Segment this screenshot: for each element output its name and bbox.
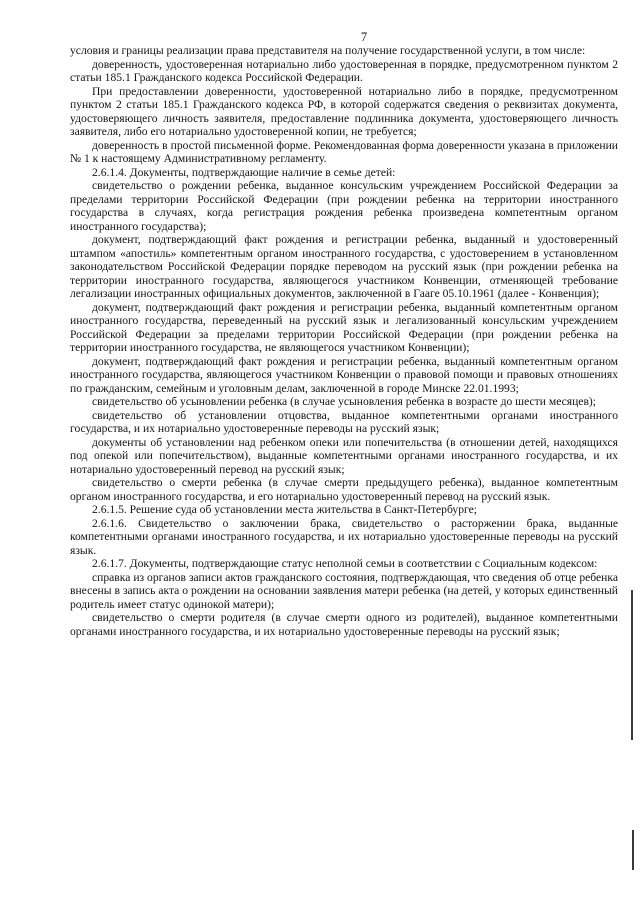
paragraph: свидетельство о рождении ребенка, выданное консульским учреждением Российской Федерации за пределами территории Российской Федерации (при рождении ребенка на территории иностранного государства в случаях, когда регистрация рождения ребенка произведена компетентным органом иностранного государства); (70, 179, 618, 233)
section-heading: 2.6.1.5. Решение суда об установлении места жительства в Санкт-Петербурге; (92, 503, 477, 516)
paragraph: условия и границы реализации права представителя на получение государственной услуги, в том числе: (70, 44, 586, 57)
paragraph: справка из органов записи актов гражданского состояния, подтверждающая, что сведения об отце ребенка внесены в запись акта о рождении на основании заявления матери ребенка (на детей, у которых единственный родитель имеет статус одинокой матери); (70, 570, 618, 611)
paragraph: документ, подтверждающий факт рождения и регистрации ребенка, выданный компетентным органом иностранного государства, переведенный на русский язык и легализованный консульским учреждением Российской Федерации за пределами территории Российской Федерации (при рождении ребенка на территории иностранного государства, не являющегося участником Конвенции); (70, 300, 618, 354)
paragraph: доверенность в простой письменной форме. Рекомендованная форма доверенности указана в приложении № 1 к настоящему Административному регламенту. (70, 138, 618, 165)
section-heading: 2.6.1.4. Документы, подтверждающие наличие в семье детей: (92, 165, 396, 179)
paragraph: свидетельство о смерти родителя (в случае смерти одного из родителей), выданное компетентными органами иностранного государства, и их нотариально удостоверенные переводы на русский язык; (70, 611, 618, 638)
scan-edge-mark (631, 590, 633, 740)
paragraph: свидетельство о смерти ребенка (в случае смерти предыдущего ребенка), выданное компетентным органом иностранного государства, и его нотариально удостоверенный перевод на русский язык. (70, 476, 618, 503)
scan-edge-mark (632, 830, 634, 870)
paragraph: документы об установлении над ребенком опеки или попечительства (в отношении детей, находящихся под опекой или попечительством), выданные компетентными органами иностранного государства, и их нотариально удостоверенный перевод на русский язык; (70, 435, 618, 476)
paragraph: свидетельство об усыновлении ребенка (в случае усыновления ребенка в возрасте до шести месяцев); (92, 395, 597, 408)
paragraph: свидетельство об установлении отцовства, выданное компетентными органами иностранного государства, и их нотариально удостоверенные переводы на русский язык; (70, 408, 618, 435)
section-heading: 2.6.1.6. Свидетельство о заключении брака, свидетельство о расторжении брака, выданные компетентными органами иностранного государства, и их нотариально удостоверенные переводы на русский язык. (70, 516, 618, 557)
paragraph: документ, подтверждающий факт рождения и регистрации ребенка, выданный компетентным органом иностранного государства, являющегося участником Конвенции о правовой помощи и правовых отношениях по гражданским, семейным и уголовным делам, заключенной в городе Минске 22.01.1993; (70, 354, 618, 395)
document-page (70, 30, 618, 638)
section-heading: 2.6.1.7. Документы, подтверждающие статус неполной семьи в соответствии с Социальным кодексом: (92, 557, 598, 570)
paragraph: При предоставлении доверенности, удостоверенной нотариально либо в порядке, предусмотренном пунктом 2 статьи 185.1 Гражданского кодекса РФ, в которой содержатся сведения о реквизитах документа, удостоверяющего личность заявителя, предоставление подлинника документа, удостоверяющего личность заявителя, либо его нотариально удостоверенной копии, не требуется; (70, 84, 618, 138)
paragraph: доверенность, удостоверенная нотариально либо удостоверенная в порядке, предусмотренном пунктом 2 статьи 185.1 Гражданского кодекса Российской Федерации. (70, 57, 618, 84)
paragraph: документ, подтверждающий факт рождения и регистрации ребенка, выданный и удостоверенный штампом «апостиль» компетентным органом иностранного государства, с удостоверением в установленном законодательством Российской Федерации порядке переводом на русский язык (при рождении ребенка на территории иностранного государства, являющегося участником Конвенции, отменяющей требование легализации иностранных официальных документов, заключенной в Гааге 05.10.1961 (далее - Конвенция); (70, 233, 618, 300)
page-number: 7 (360, 30, 368, 44)
